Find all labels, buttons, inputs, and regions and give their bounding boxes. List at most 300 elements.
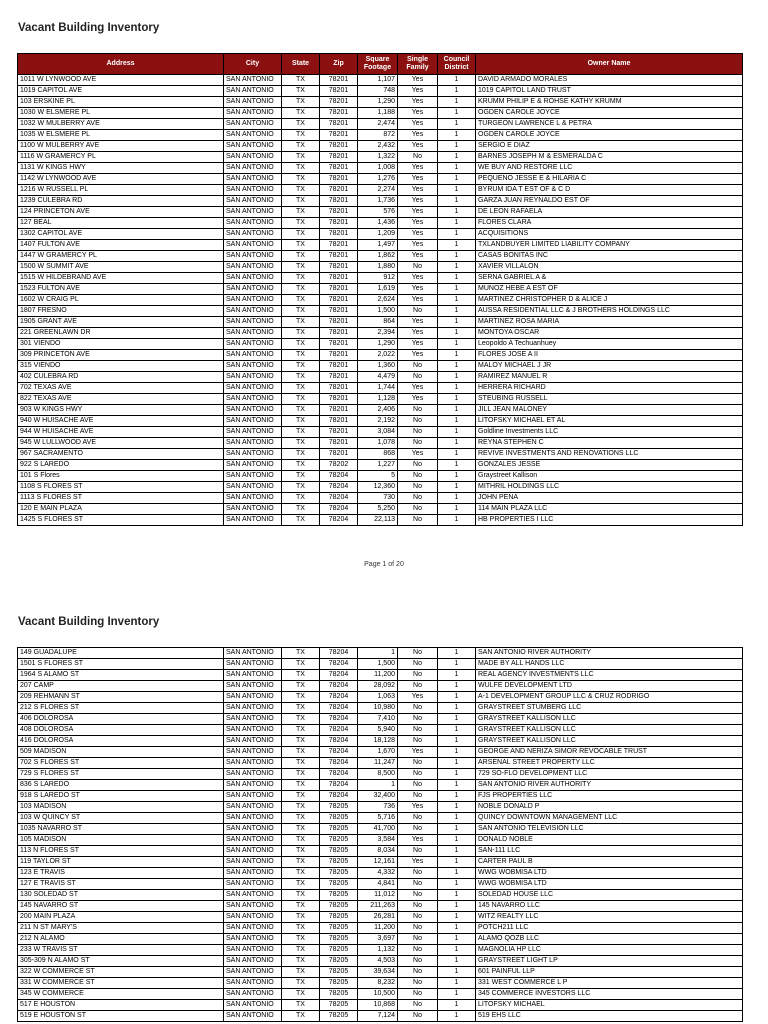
city-cell: SAN ANTONIO: [224, 934, 282, 945]
single-family-cell: No: [398, 306, 438, 317]
zip-cell: 78201: [320, 284, 358, 295]
table-row: [18, 681, 743, 692]
table-row: [18, 482, 743, 493]
zip-cell: 78201: [320, 152, 358, 163]
single-family-cell: No: [398, 868, 438, 879]
single-family-cell: Yes: [398, 108, 438, 119]
zip-cell: 78201: [320, 207, 358, 218]
address-cell: 945 W LULLWOOD AVE: [18, 438, 224, 449]
state-cell: TX: [282, 747, 320, 758]
owner-name-cell: TXLANDBUYER LIMITED LIABILITY COMPANY: [476, 240, 743, 251]
address-cell: 209 REHMANN ST: [18, 692, 224, 703]
owner-name-cell: GARZA JUAN REYNALDO EST OF: [476, 196, 743, 207]
state-cell: TX: [282, 956, 320, 967]
single-family-cell: No: [398, 758, 438, 769]
city-cell: SAN ANTONIO: [224, 185, 282, 196]
zip-cell: 78205: [320, 967, 358, 978]
zip-cell: 78205: [320, 989, 358, 1000]
city-cell: SAN ANTONIO: [224, 692, 282, 703]
owner-name-cell: MITHRIL HOLDINGS LLC: [476, 482, 743, 493]
state-cell: TX: [282, 240, 320, 251]
council-district-cell: 1: [438, 339, 476, 350]
council-district-cell: 1: [438, 207, 476, 218]
address-cell: 315 VIENDO: [18, 361, 224, 372]
square-footage-cell: 576: [358, 207, 398, 218]
square-footage-cell: 10,980: [358, 703, 398, 714]
city-cell: SAN ANTONIO: [224, 471, 282, 482]
single-family-cell: Yes: [398, 394, 438, 405]
owner-name-cell: SAN ANTONIO TELEVISION LLC: [476, 824, 743, 835]
council-district-cell: 1: [438, 967, 476, 978]
council-district-cell: 1: [438, 383, 476, 394]
state-cell: TX: [282, 130, 320, 141]
single-family-cell: Yes: [398, 692, 438, 703]
owner-name-cell: CARTER PAUL B: [476, 857, 743, 868]
address-cell: 345 W COMMERCE: [18, 989, 224, 1000]
single-family-cell: Yes: [398, 350, 438, 361]
single-family-cell: No: [398, 989, 438, 1000]
square-footage-cell: 2,274: [358, 185, 398, 196]
table-row: [18, 692, 743, 703]
state-cell: TX: [282, 218, 320, 229]
table-row: [18, 769, 743, 780]
council-district-cell: 1: [438, 449, 476, 460]
zip-cell: 78204: [320, 482, 358, 493]
owner-name-cell: OGDEN CAROLE JOYCE: [476, 108, 743, 119]
council-district-cell: 1: [438, 86, 476, 97]
single-family-cell: Yes: [398, 317, 438, 328]
council-district-cell: 1: [438, 879, 476, 890]
owner-name-cell: MALOY MICHAEL J JR: [476, 361, 743, 372]
square-footage-cell: 11,200: [358, 670, 398, 681]
council-district-cell: 1: [438, 350, 476, 361]
table-row: [18, 295, 743, 306]
single-family-cell: No: [398, 438, 438, 449]
city-cell: SAN ANTONIO: [224, 747, 282, 758]
table-row: [18, 901, 743, 912]
owner-name-cell: ALAMO QOZB LLC: [476, 934, 743, 945]
zip-cell: 78201: [320, 273, 358, 284]
square-footage-cell: 2,192: [358, 416, 398, 427]
council-district-cell: 1: [438, 163, 476, 174]
square-footage-cell: 1,736: [358, 196, 398, 207]
column-header-owner-name: Owner Name: [476, 54, 743, 75]
single-family-cell: No: [398, 262, 438, 273]
single-family-cell: Yes: [398, 328, 438, 339]
address-cell: 822 TEXAS AVE: [18, 394, 224, 405]
single-family-cell: Yes: [398, 295, 438, 306]
table-row: [18, 251, 743, 262]
address-cell: 119 TAYLOR ST: [18, 857, 224, 868]
zip-cell: 78201: [320, 86, 358, 97]
zip-cell: 78205: [320, 912, 358, 923]
state-cell: TX: [282, 758, 320, 769]
table-row: [18, 736, 743, 747]
square-footage-cell: 1,670: [358, 747, 398, 758]
owner-name-cell: RAMIREZ MANUEL R: [476, 372, 743, 383]
city-cell: SAN ANTONIO: [224, 152, 282, 163]
city-cell: SAN ANTONIO: [224, 868, 282, 879]
square-footage-cell: 11,247: [358, 758, 398, 769]
square-footage-cell: 1,862: [358, 251, 398, 262]
owner-name-cell: AUSSA RESIDENTIAL LLC & J BROTHERS HOLDINGS LLC: [476, 306, 743, 317]
single-family-cell: No: [398, 780, 438, 791]
zip-cell: 78204: [320, 648, 358, 659]
owner-name-cell: PEQUENO JESSE E & HILARIA C: [476, 174, 743, 185]
address-cell: 1447 W GRAMERCY PL: [18, 251, 224, 262]
zip-cell: 78204: [320, 692, 358, 703]
owner-name-cell: JILL JEAN MALONEY: [476, 405, 743, 416]
council-district-cell: 1: [438, 923, 476, 934]
square-footage-cell: 1,290: [358, 97, 398, 108]
single-family-cell: No: [398, 890, 438, 901]
zip-cell: 78201: [320, 449, 358, 460]
address-cell: 1964 S ALAMO ST: [18, 670, 224, 681]
address-cell: 1216 W RUSSELL PL: [18, 185, 224, 196]
table-row: [18, 780, 743, 791]
owner-name-cell: WULFE DEVELOPMENT LTD: [476, 681, 743, 692]
owner-name-cell: Goldline Investments LLC: [476, 427, 743, 438]
single-family-cell: No: [398, 1011, 438, 1022]
council-district-cell: 1: [438, 681, 476, 692]
address-cell: 509 MADISON: [18, 747, 224, 758]
state-cell: TX: [282, 328, 320, 339]
state-cell: TX: [282, 86, 320, 97]
city-cell: SAN ANTONIO: [224, 945, 282, 956]
owner-name-cell: STEUBING RUSSELL: [476, 394, 743, 405]
zip-cell: 78204: [320, 747, 358, 758]
square-footage-cell: 11,200: [358, 923, 398, 934]
zip-cell: 78205: [320, 956, 358, 967]
square-footage-cell: 1,107: [358, 75, 398, 86]
address-cell: 1035 NAVARRO ST: [18, 824, 224, 835]
address-cell: 1108 S FLORES ST: [18, 482, 224, 493]
table-row: [18, 449, 743, 460]
council-district-cell: 1: [438, 989, 476, 1000]
square-footage-cell: 1,209: [358, 229, 398, 240]
address-cell: 149 GUADALUPE: [18, 648, 224, 659]
zip-cell: 78201: [320, 405, 358, 416]
address-cell: 1602 W CRAIG PL: [18, 295, 224, 306]
state-cell: TX: [282, 493, 320, 504]
owner-name-cell: DAVID ARMADO MORALES: [476, 75, 743, 86]
zip-cell: 78204: [320, 515, 358, 526]
owner-name-cell: 145 NAVARRO LLC: [476, 901, 743, 912]
table-row: [18, 262, 743, 273]
address-cell: 103 ERSKINE PL: [18, 97, 224, 108]
zip-cell: 78201: [320, 185, 358, 196]
table-row: [18, 185, 743, 196]
city-cell: SAN ANTONIO: [224, 207, 282, 218]
city-cell: SAN ANTONIO: [224, 681, 282, 692]
city-cell: SAN ANTONIO: [224, 394, 282, 405]
square-footage-cell: 1,360: [358, 361, 398, 372]
square-footage-cell: 5,250: [358, 504, 398, 515]
zip-cell: 78201: [320, 317, 358, 328]
square-footage-cell: 5,716: [358, 813, 398, 824]
single-family-cell: No: [398, 427, 438, 438]
council-district-cell: 1: [438, 791, 476, 802]
square-footage-cell: 2,432: [358, 141, 398, 152]
address-cell: 1523 FULTON AVE: [18, 284, 224, 295]
column-header-city: City: [224, 54, 282, 75]
state-cell: TX: [282, 262, 320, 273]
owner-name-cell: GEORGE AND NERIZA SIMOR REVOCABLE TRUST: [476, 747, 743, 758]
table-body: [18, 75, 743, 526]
single-family-cell: Yes: [398, 163, 438, 174]
zip-cell: 78205: [320, 890, 358, 901]
table-row: [18, 703, 743, 714]
city-cell: SAN ANTONIO: [224, 515, 282, 526]
state-cell: TX: [282, 317, 320, 328]
owner-name-cell: GRAYSTREET STUMBERG LLC: [476, 703, 743, 714]
state-cell: TX: [282, 449, 320, 460]
zip-cell: 78201: [320, 328, 358, 339]
single-family-cell: Yes: [398, 383, 438, 394]
city-cell: SAN ANTONIO: [224, 879, 282, 890]
square-footage-cell: 12,161: [358, 857, 398, 868]
owner-name-cell: Leopoldo A Techuanhuey: [476, 339, 743, 350]
table-row: [18, 967, 743, 978]
zip-cell: 78201: [320, 229, 358, 240]
table-row: [18, 383, 743, 394]
zip-cell: 78201: [320, 130, 358, 141]
zip-cell: 78201: [320, 141, 358, 152]
zip-cell: 78201: [320, 108, 358, 119]
owner-name-cell: 345 COMMERCE INVESTORS LLC: [476, 989, 743, 1000]
city-cell: SAN ANTONIO: [224, 813, 282, 824]
address-cell: 1515 W HILDEBRAND AVE: [18, 273, 224, 284]
city-cell: SAN ANTONIO: [224, 119, 282, 130]
owner-name-cell: WWG WOBMISA LTD: [476, 868, 743, 879]
table-row: [18, 350, 743, 361]
city-cell: SAN ANTONIO: [224, 438, 282, 449]
owner-name-cell: SAN-111 LLC: [476, 846, 743, 857]
table-row: [18, 438, 743, 449]
state-cell: TX: [282, 813, 320, 824]
table-row: [18, 648, 743, 659]
single-family-cell: No: [398, 736, 438, 747]
table-row: [18, 747, 743, 758]
zip-cell: 78205: [320, 835, 358, 846]
square-footage-cell: 1: [358, 780, 398, 791]
council-district-cell: 1: [438, 416, 476, 427]
square-footage-cell: 912: [358, 273, 398, 284]
zip-cell: 78204: [320, 504, 358, 515]
owner-name-cell: SOLEDAD HOUSE LLC: [476, 890, 743, 901]
zip-cell: 78205: [320, 857, 358, 868]
single-family-cell: Yes: [398, 857, 438, 868]
council-district-cell: 1: [438, 471, 476, 482]
single-family-cell: No: [398, 515, 438, 526]
address-cell: 1035 W ELSMERE PL: [18, 130, 224, 141]
square-footage-cell: 22,113: [358, 515, 398, 526]
state-cell: TX: [282, 703, 320, 714]
owner-name-cell: GRAYSTREET KALLISON LLC: [476, 725, 743, 736]
city-cell: SAN ANTONIO: [224, 416, 282, 427]
address-cell: 406 DOLOROSA: [18, 714, 224, 725]
single-family-cell: No: [398, 901, 438, 912]
square-footage-cell: 1,880: [358, 262, 398, 273]
state-cell: TX: [282, 482, 320, 493]
city-cell: SAN ANTONIO: [224, 824, 282, 835]
owner-name-cell: REYNA STEPHEN C: [476, 438, 743, 449]
city-cell: SAN ANTONIO: [224, 714, 282, 725]
table-row: [18, 813, 743, 824]
city-cell: SAN ANTONIO: [224, 835, 282, 846]
state-cell: TX: [282, 416, 320, 427]
zip-cell: 78205: [320, 846, 358, 857]
address-cell: 416 DOLOROSA: [18, 736, 224, 747]
zip-cell: 78205: [320, 923, 358, 934]
city-cell: SAN ANTONIO: [224, 769, 282, 780]
state-cell: TX: [282, 791, 320, 802]
table-row: [18, 978, 743, 989]
zip-cell: 78201: [320, 427, 358, 438]
square-footage-cell: 8,034: [358, 846, 398, 857]
council-district-cell: 1: [438, 317, 476, 328]
table-row: [18, 956, 743, 967]
zip-cell: 78205: [320, 1000, 358, 1011]
state-cell: TX: [282, 339, 320, 350]
council-district-cell: 1: [438, 328, 476, 339]
zip-cell: 78204: [320, 758, 358, 769]
state-cell: TX: [282, 978, 320, 989]
single-family-cell: Yes: [398, 251, 438, 262]
square-footage-cell: 2,394: [358, 328, 398, 339]
owner-name-cell: SERNA GABRIEL A &: [476, 273, 743, 284]
council-district-cell: 1: [438, 703, 476, 714]
table-row: [18, 394, 743, 405]
square-footage-cell: 11,012: [358, 890, 398, 901]
zip-cell: 78205: [320, 901, 358, 912]
state-cell: TX: [282, 108, 320, 119]
single-family-cell: No: [398, 659, 438, 670]
address-cell: 940 W HUISACHE AVE: [18, 416, 224, 427]
square-footage-cell: 4,479: [358, 372, 398, 383]
single-family-cell: No: [398, 791, 438, 802]
state-cell: TX: [282, 681, 320, 692]
owner-name-cell: 331 WEST COMMERCE L P: [476, 978, 743, 989]
square-footage-cell: 2,022: [358, 350, 398, 361]
table-row: [18, 119, 743, 130]
zip-cell: 78201: [320, 361, 358, 372]
table-row: [18, 1000, 743, 1011]
zip-cell: 78201: [320, 251, 358, 262]
council-district-cell: 1: [438, 251, 476, 262]
zip-cell: 78201: [320, 306, 358, 317]
council-district-cell: 1: [438, 295, 476, 306]
address-cell: 702 S FLORES ST: [18, 758, 224, 769]
address-cell: 1407 FULTON AVE: [18, 240, 224, 251]
single-family-cell: Yes: [398, 141, 438, 152]
single-family-cell: No: [398, 361, 438, 372]
address-cell: 130 SOLEDAD ST: [18, 890, 224, 901]
council-district-cell: 1: [438, 273, 476, 284]
state-cell: TX: [282, 229, 320, 240]
address-cell: 402 CULEBRA RD: [18, 372, 224, 383]
single-family-cell: No: [398, 416, 438, 427]
owner-name-cell: QUINCY DOWNTOWN MANAGEMENT LLC: [476, 813, 743, 824]
owner-name-cell: WWG WOBMISA LTD: [476, 879, 743, 890]
address-cell: 103 W QUINCY ST: [18, 813, 224, 824]
council-district-cell: 1: [438, 361, 476, 372]
single-family-cell: No: [398, 504, 438, 515]
owner-name-cell: CASAS BONITAS INC: [476, 251, 743, 262]
square-footage-cell: 3,697: [358, 934, 398, 945]
address-cell: 212 S FLORES ST: [18, 703, 224, 714]
city-cell: SAN ANTONIO: [224, 890, 282, 901]
table-row: [18, 372, 743, 383]
council-district-cell: 1: [438, 240, 476, 251]
single-family-cell: No: [398, 493, 438, 504]
city-cell: SAN ANTONIO: [224, 482, 282, 493]
address-cell: 918 S LAREDO ST: [18, 791, 224, 802]
state-cell: TX: [282, 405, 320, 416]
council-district-cell: 1: [438, 747, 476, 758]
table-header-row: [18, 54, 743, 75]
address-cell: 1142 W LYNWOOD AVE: [18, 174, 224, 185]
owner-name-cell: OGDEN CAROLE JOYCE: [476, 130, 743, 141]
single-family-cell: Yes: [398, 86, 438, 97]
city-cell: SAN ANTONIO: [224, 504, 282, 515]
table-row: [18, 989, 743, 1000]
owner-name-cell: 519 EHS LLC: [476, 1011, 743, 1022]
address-cell: 1032 W MULBERRY AVE: [18, 119, 224, 130]
state-cell: TX: [282, 515, 320, 526]
single-family-cell: Yes: [398, 97, 438, 108]
city-cell: SAN ANTONIO: [224, 405, 282, 416]
table-row: [18, 515, 743, 526]
city-cell: SAN ANTONIO: [224, 273, 282, 284]
zip-cell: 78205: [320, 868, 358, 879]
address-cell: 408 DOLOROSA: [18, 725, 224, 736]
table-row: [18, 416, 743, 427]
state-cell: TX: [282, 802, 320, 813]
council-district-cell: 1: [438, 978, 476, 989]
single-family-cell: No: [398, 879, 438, 890]
single-family-cell: No: [398, 714, 438, 725]
council-district-cell: 1: [438, 493, 476, 504]
owner-name-cell: REVIVE INVESTMENTS AND RENOVATIONS LLC: [476, 449, 743, 460]
council-district-cell: 1: [438, 857, 476, 868]
city-cell: SAN ANTONIO: [224, 251, 282, 262]
table-row: [18, 471, 743, 482]
inventory-table-continued: [17, 647, 743, 1022]
square-footage-cell: 1,078: [358, 438, 398, 449]
council-district-cell: 1: [438, 846, 476, 857]
owner-name-cell: BYRUM IDA T EST OF & C D: [476, 185, 743, 196]
state-cell: TX: [282, 670, 320, 681]
city-cell: SAN ANTONIO: [224, 956, 282, 967]
square-footage-cell: 1,744: [358, 383, 398, 394]
square-footage-cell: 41,700: [358, 824, 398, 835]
state-cell: TX: [282, 868, 320, 879]
table-row: [18, 86, 743, 97]
table-row: [18, 141, 743, 152]
table-row: [18, 306, 743, 317]
council-district-cell: 1: [438, 284, 476, 295]
council-district-cell: 1: [438, 394, 476, 405]
owner-name-cell: HERRERA RICHARD: [476, 383, 743, 394]
zip-cell: 78201: [320, 218, 358, 229]
city-cell: SAN ANTONIO: [224, 141, 282, 152]
square-footage-cell: 4,503: [358, 956, 398, 967]
city-cell: SAN ANTONIO: [224, 703, 282, 714]
zip-cell: 78204: [320, 471, 358, 482]
city-cell: SAN ANTONIO: [224, 670, 282, 681]
owner-name-cell: LITOFSKY MICHAEL: [476, 1000, 743, 1011]
